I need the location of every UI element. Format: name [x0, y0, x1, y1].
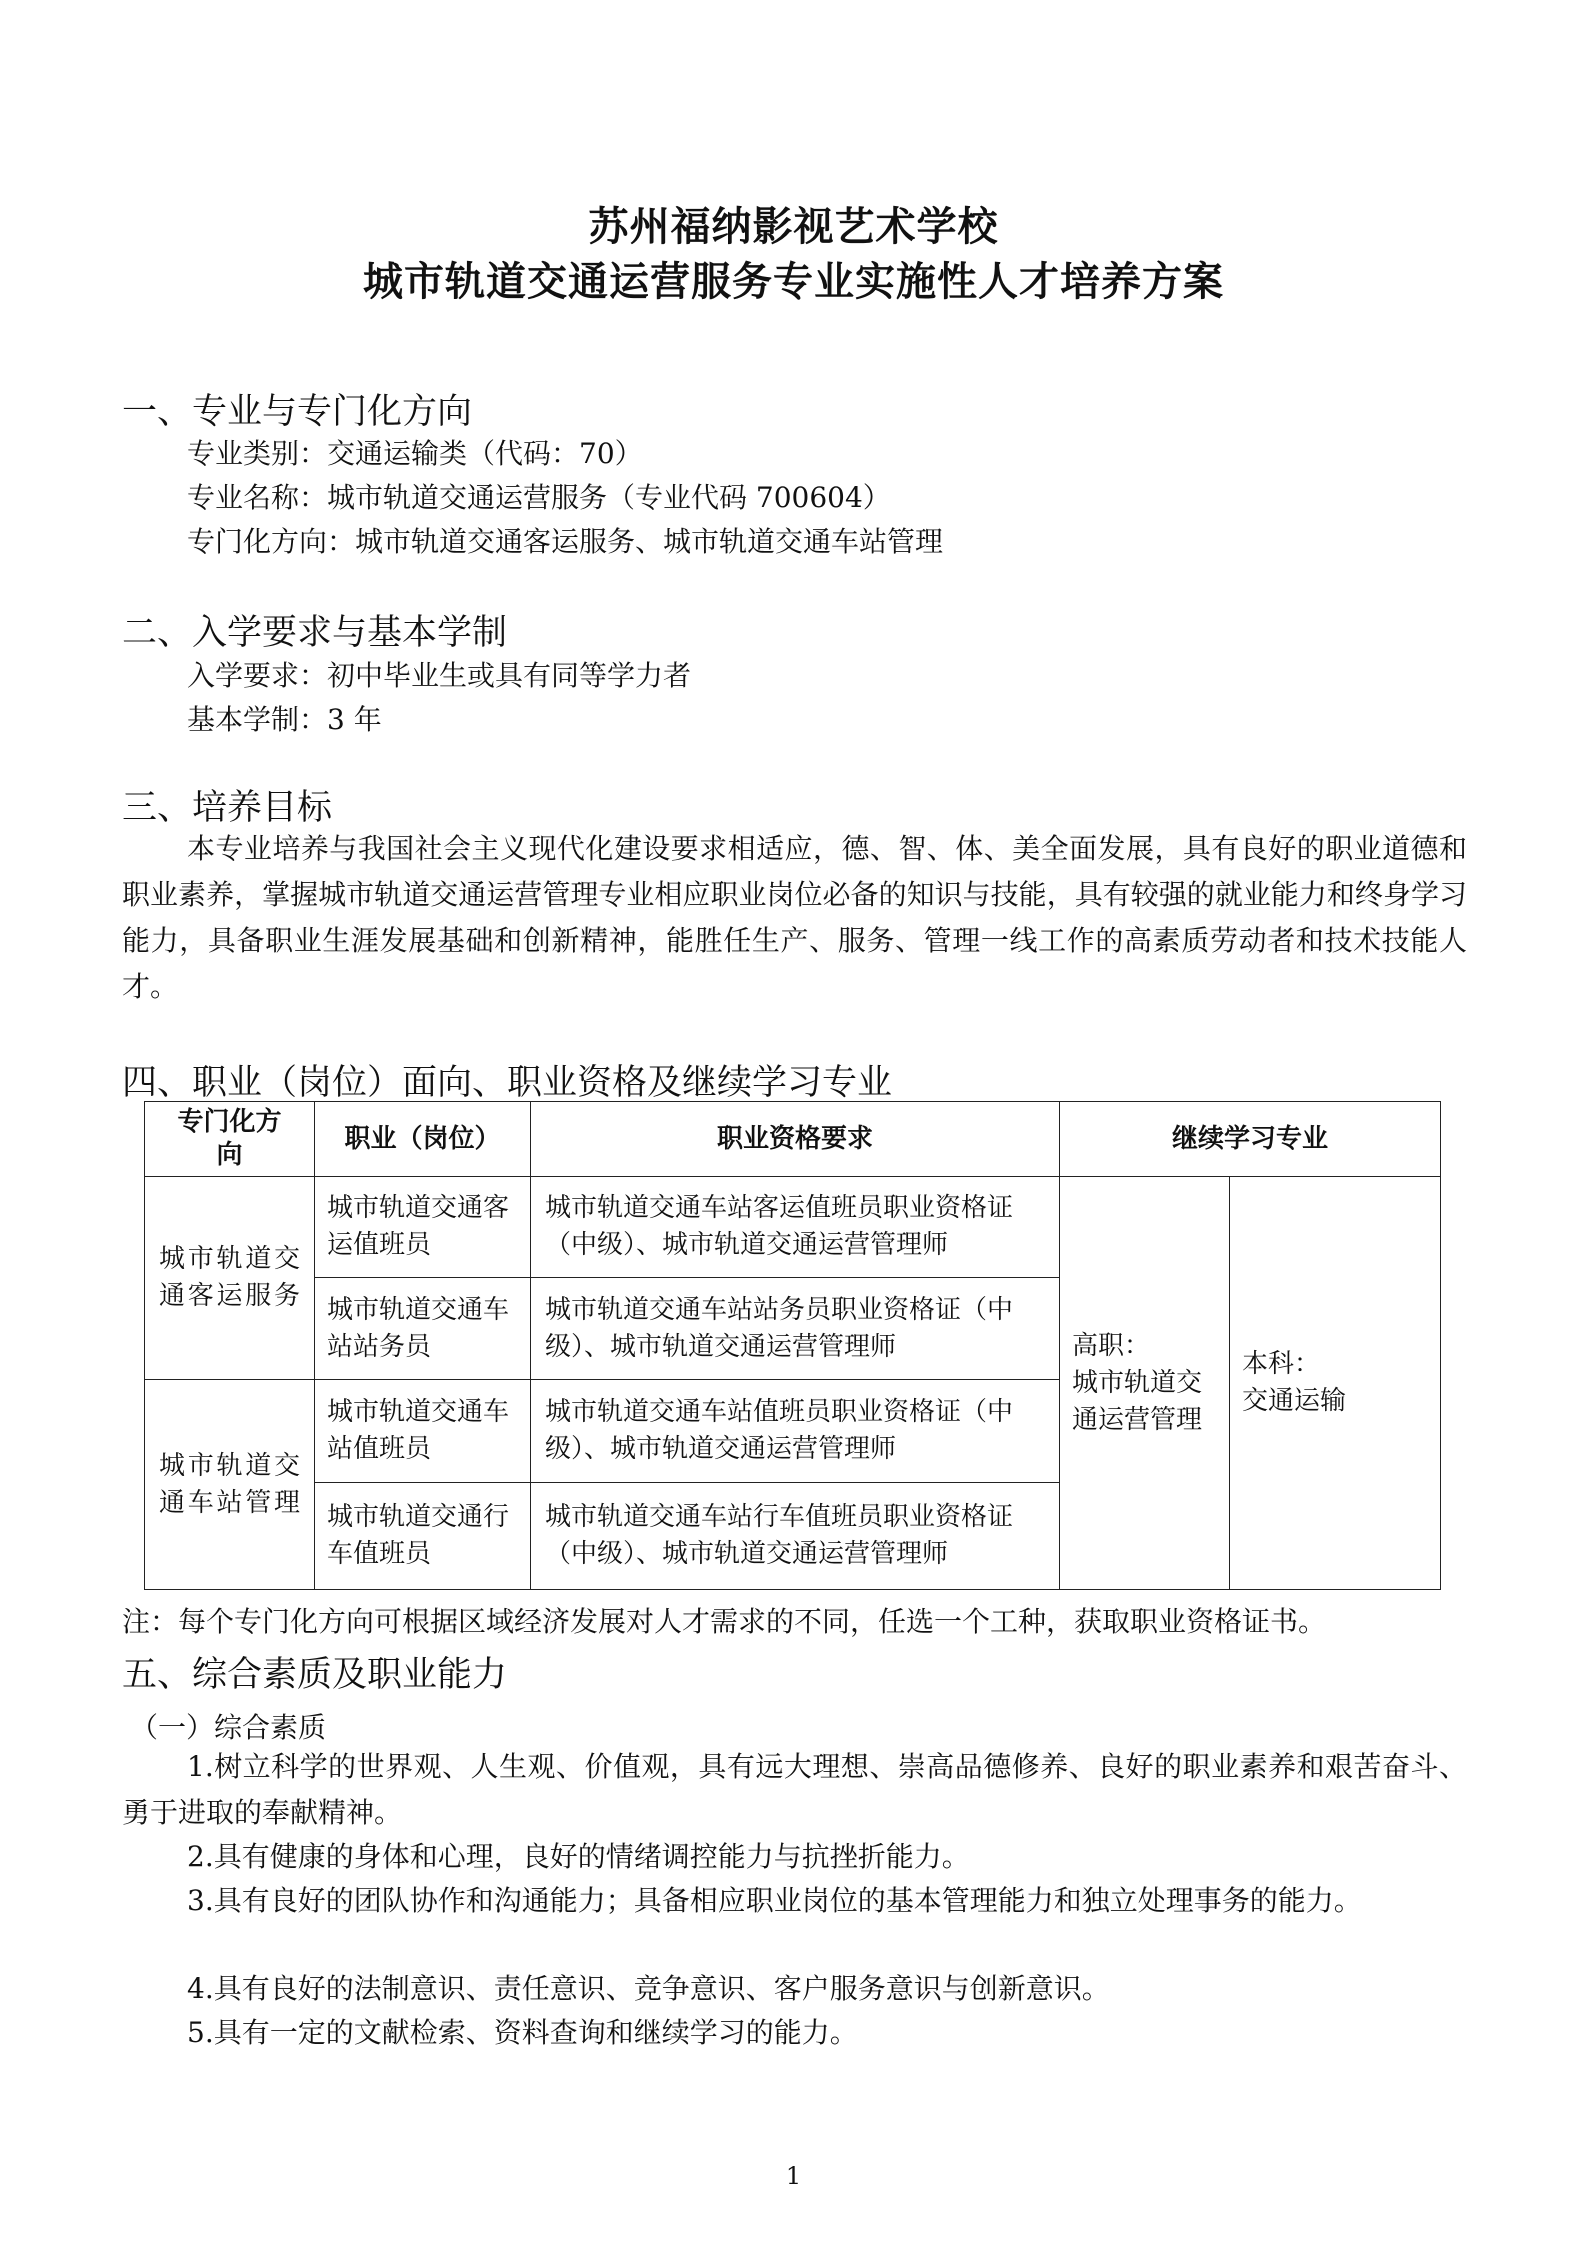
qualification-cell: 城市轨道交通车站值班员职业资格证（中级）、城市轨道交通运营管理师: [531, 1380, 1060, 1483]
subsection-heading: （一）综合素质: [130, 1711, 327, 1744]
undergraduate-major: 交通运输: [1242, 1386, 1347, 1416]
position-cell: 城市轨道交通客运值班员: [315, 1177, 531, 1278]
qualification-cell: 城市轨道交通车站行车值班员职业资格证（中级）、城市轨道交通运营管理师: [531, 1483, 1060, 1590]
major-name: 专业名称：城市轨道交通运营服务（专业代码 700604）: [187, 481, 891, 514]
section-3-heading: 三、培养目标: [122, 788, 333, 828]
specialization-direction: 专门化方向：城市轨道交通客运服务、城市轨道交通车站管理: [187, 525, 944, 558]
table-row: [145, 1177, 1441, 1278]
quality-item-1: 1.树立科学的世界观、人生观、价值观，具有远大理想、崇高品德修养、良好的职业素养和艰苦奋斗、勇于进取的奉献精神。: [122, 1750, 1467, 1829]
qualification-cell: 城市轨道交通车站客运值班员职业资格证（中级）、城市轨道交通运营管理师: [531, 1177, 1060, 1278]
higher-vocational-label: 高职：: [1072, 1330, 1151, 1361]
qualification-cell: 城市轨道交通车站站务员职业资格证（中级）、城市轨道交通运营管理师: [531, 1278, 1060, 1380]
direction-cell: 城市轨道交通客运服务: [145, 1177, 315, 1380]
position-cell: 城市轨道交通行车值班员: [315, 1483, 531, 1590]
higher-vocational-cell: [1060, 1177, 1230, 1590]
school-name: 苏州福纳影视艺术学校: [588, 203, 999, 250]
header-position: 职业（岗位）: [315, 1102, 531, 1177]
position-cell: 城市轨道交通车站值班员: [315, 1380, 531, 1483]
page-number: 1: [785, 2162, 802, 2190]
quality-item-4: 4.具有良好的法制意识、责任意识、竞争意识、客户服务意识与创新意识。: [187, 1972, 1110, 2005]
occupation-table: [144, 1101, 1441, 1590]
table-note: 注：每个专门化方向可根据区域经济发展对人才需求的不同，任选一个工种，获取职业资格证书。: [122, 1605, 1327, 1638]
quality-item-2: 2.具有健康的身体和心理，良好的情绪调控能力与抗挫折能力。: [187, 1840, 970, 1873]
section-5-heading: 五、综合素质及职业能力: [122, 1655, 508, 1695]
section-4-heading: 四、职业（岗位）面向、职业资格及继续学习专业: [122, 1063, 893, 1103]
position-cell: 城市轨道交通车站站务员: [315, 1278, 531, 1380]
higher-vocational-major: 城市轨道交通运营管理: [1072, 1367, 1203, 1435]
quality-item-3: 3.具有良好的团队协作和沟通能力；具备相应职业岗位的基本管理能力和独立处理事务的能力。: [187, 1884, 1362, 1917]
major-category: 专业类别：交通运输类（代码：70）: [187, 437, 643, 470]
header-qualification: 职业资格要求: [531, 1102, 1060, 1177]
section-1-heading: 一、专业与专门化方向: [122, 392, 473, 432]
undergraduate-cell: [1230, 1177, 1441, 1590]
training-objective-paragraph: 本专业培养与我国社会主义现代化建设要求相适应，德、智、体、美全面发展，具有良好的职业道德和职业素养，掌握城市轨道交通运营管理专业相应职业岗位必备的知识与技能，具有较强的就业能力和终身学习能力，具备职业生涯发展基础和创新精神，能胜任生产、服务、管理一线工作的高素质劳动者和技术技能人才。: [122, 832, 1467, 1003]
header-further-study: 继续学习专业: [1060, 1102, 1441, 1177]
header-direction: 专门化方向: [145, 1102, 315, 1177]
table-header-row: [145, 1102, 1441, 1177]
section-2-heading: 二、入学要求与基本学制: [122, 613, 508, 653]
undergraduate-label: 本科：: [1242, 1349, 1321, 1379]
plan-title: 城市轨道交通运营服务专业实施性人才培养方案: [363, 258, 1224, 305]
study-duration: 基本学制：3 年: [187, 703, 382, 736]
direction-cell: 城市轨道交通车站管理: [145, 1380, 315, 1590]
admission-requirement: 入学要求：初中毕业生或具有同等学力者: [187, 659, 692, 692]
quality-item-5: 5.具有一定的文献检索、资料查询和继续学习的能力。: [187, 2016, 858, 2049]
